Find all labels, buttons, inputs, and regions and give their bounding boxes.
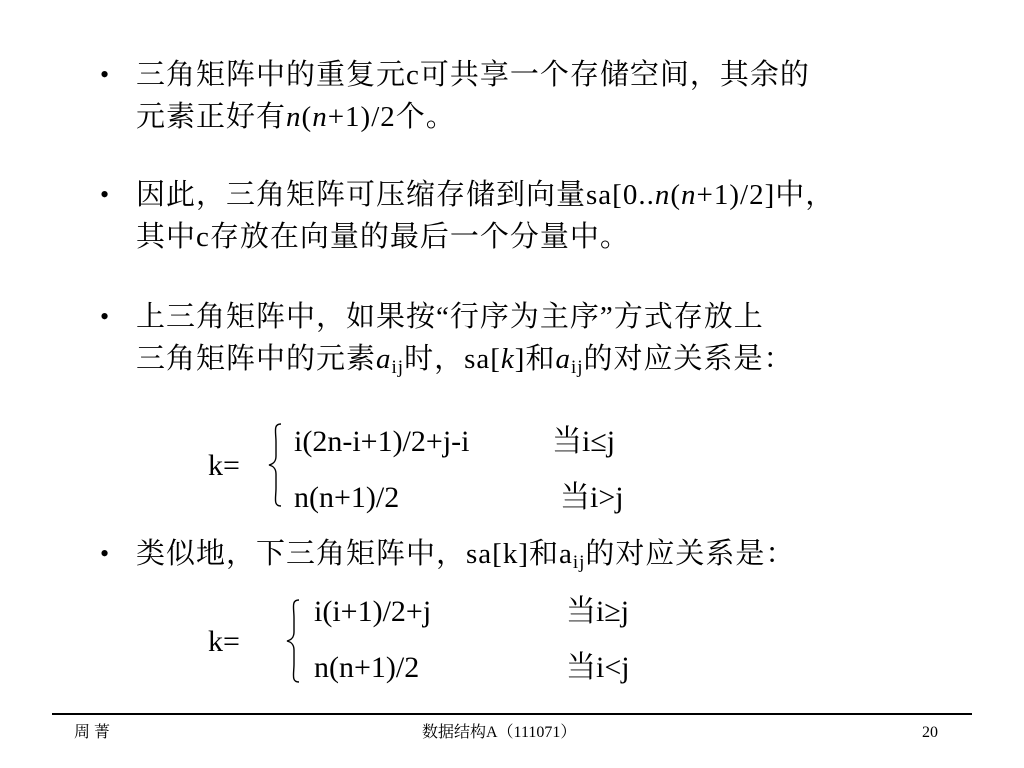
subscript-ij: ij <box>391 357 405 378</box>
text-run: ( <box>670 179 681 211</box>
footer-author: 周 菁 <box>74 724 111 741</box>
text-run: 元素正好有 <box>136 101 287 133</box>
variable-a: a <box>376 343 392 375</box>
case-1-condition: 当i≤j <box>552 425 616 458</box>
text-run: 因此，三角矩阵可压缩存储到向量sa[0.. <box>136 179 655 211</box>
variable-a: a <box>555 343 571 375</box>
subscript-ij: ij <box>570 357 584 378</box>
bullet-text <box>136 174 976 258</box>
bullet-1-line-1: 三角矩阵中的重复元c可共享一个存储空间，其余的 <box>136 59 810 91</box>
bullet-marker: • <box>100 60 110 89</box>
case-1-expression: i(2n-i+1)/2+j-i <box>294 425 470 458</box>
bullet-3-line-2 <box>136 338 976 380</box>
k-equals-label: k= <box>208 449 240 482</box>
variable-k: k <box>500 343 515 375</box>
text-run: 的对应关系是： <box>583 343 794 375</box>
bullet-marker: • <box>100 180 110 209</box>
text-run: 类似地，下三角矩阵中，sa[k]和a <box>136 538 573 570</box>
footer-divider <box>52 713 972 715</box>
case-1-expression: i(i+1)/2+j <box>314 595 432 628</box>
case-2-expression: n(n+1)/2 <box>294 481 400 514</box>
bullet-4-line-1 <box>136 533 976 575</box>
bullet-1-line-2 <box>136 96 976 138</box>
case-2-expression: n(n+1)/2 <box>314 651 420 684</box>
text-run: 时，sa[ <box>404 343 501 375</box>
bullet-text <box>136 296 976 380</box>
subscript-ij: ij <box>572 552 586 573</box>
bullet-marker: • <box>100 539 110 568</box>
text-run: 的对应关系是： <box>585 538 796 570</box>
text-run: ]和 <box>514 343 556 375</box>
left-brace-icon <box>284 598 304 684</box>
bullet-text <box>136 54 976 138</box>
case-1-condition: 当i≥j <box>566 595 630 628</box>
left-brace-icon <box>266 422 286 508</box>
bullet-3-line-1: 上三角矩阵中，如果按“行序为主序”方式存放上 <box>136 301 764 333</box>
text-run: +1)/2]中， <box>696 179 836 211</box>
bullet-2-line-1 <box>136 174 976 216</box>
k-equals-label: k= <box>208 625 240 658</box>
text-run: +1)/2个。 <box>327 101 456 133</box>
bullet-marker: • <box>100 302 110 331</box>
case-2-condition: 当i>j <box>560 481 624 514</box>
bullet-text <box>136 533 976 575</box>
variable-n: n <box>681 179 697 211</box>
bullet-2-line-2: 其中c存放在向量的最后一个分量中。 <box>136 221 630 253</box>
text-run: ( <box>301 101 313 133</box>
variable-n: n <box>312 101 328 133</box>
variable-n: n <box>654 179 671 211</box>
variable-n: n <box>286 101 302 133</box>
case-2-condition: 当i<j <box>566 651 630 684</box>
text-run: 三角矩阵中的元素 <box>136 343 377 375</box>
footer-course: 数据结构A（111071） <box>422 724 577 741</box>
slide-number: 20 <box>922 724 938 741</box>
